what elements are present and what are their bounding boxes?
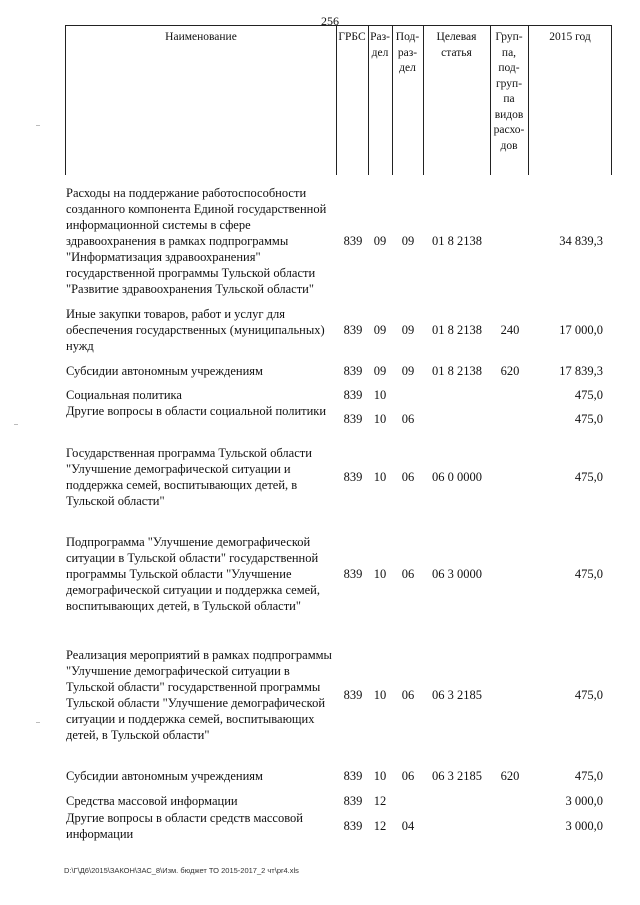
row-grbs: 839 (343, 364, 363, 378)
row-gruppa: 620 (500, 364, 520, 378)
row-name: Социальная политика (66, 388, 182, 402)
row-grbs: 839 (343, 234, 363, 248)
row-name: Субсидии автономным учреждениям (66, 769, 263, 783)
scan-mark (36, 722, 40, 723)
row-sum: 475,0 (574, 567, 603, 581)
header-podrazdel-line: дел (399, 62, 416, 74)
row-name: Средства массовой информации (66, 794, 238, 808)
row-name: Иные закупки товаров, работ и услуг для обеспечения государственных (муниципальных) нужд (66, 307, 325, 353)
row-grbs: 839 (343, 567, 363, 581)
row-grbs: 839 (343, 688, 363, 702)
row-razdel: 09 (373, 323, 387, 337)
row-podrazdel: 04 (401, 819, 415, 833)
row-razdel: 09 (373, 364, 387, 378)
row-grbs: 839 (343, 412, 363, 426)
file-path-footer: D:\Г\Д6\2015\ЗАКОН\ЗАС_8\Изм. бюджет ТО 2015-2017_2 чт\pr4.xls (64, 866, 299, 875)
row-grbs: 839 (343, 819, 363, 833)
header-razdel-line: дел (371, 46, 389, 59)
row-sum: 3 000,0 (565, 819, 603, 833)
row-sum: 17 000,0 (559, 323, 603, 337)
header-gruppa-line: под- (498, 62, 520, 74)
row-podrazdel: 06 (401, 567, 415, 581)
header-celevaya-line: статья (441, 46, 472, 59)
row-podrazdel: 09 (401, 323, 415, 337)
row-razdel: 09 (373, 234, 387, 248)
header-razdel-line: Раз- (370, 31, 390, 43)
row-podrazdel: 06 (401, 769, 415, 783)
row-sum: 475,0 (574, 769, 603, 783)
column-divider (336, 25, 337, 175)
row-razdel: 12 (373, 794, 387, 808)
row-name: Расходы на поддержание работоспособности созданного компонента Единой государственной информационной системы в сфере здравоохранения в рамках подпрограммы "Информатизация здравоохранения" государственной программы Тульской области "Развитие здравоохранения Тульской области" (66, 186, 327, 296)
row-celevaya: 01 8 2138 (432, 234, 482, 248)
row-grbs: 839 (343, 470, 363, 484)
row-razdel: 10 (373, 470, 387, 484)
column-divider (528, 25, 529, 175)
header-gruppa-line: па, (501, 46, 517, 59)
row-grbs: 839 (343, 388, 363, 402)
row-razdel: 10 (373, 769, 387, 783)
row-sum: 17 839,3 (559, 364, 603, 378)
header-grbs: ГРБС (338, 31, 366, 43)
header-year: 2015 год (549, 31, 591, 43)
row-podrazdel: 06 (401, 412, 415, 426)
row-grbs: 839 (343, 323, 363, 337)
row-sum: 34 839,3 (559, 234, 603, 248)
row-razdel: 10 (373, 388, 387, 402)
scan-mark (36, 125, 40, 126)
row-gruppa: 240 (500, 323, 520, 337)
row-celevaya: 06 0 0000 (432, 470, 482, 484)
scan-mark (14, 424, 18, 425)
row-celevaya: 06 3 2185 (432, 769, 482, 783)
header-podrazdel-line: раз- (397, 46, 418, 59)
row-celevaya: 06 3 0000 (432, 567, 482, 581)
row-podrazdel: 06 (401, 688, 415, 702)
page-number: 256 (321, 14, 339, 28)
header-podrazdel-line: Под- (395, 31, 420, 43)
row-name: Другие вопросы в области социальной политики (66, 404, 327, 418)
header-gruppa-line: груп- (495, 77, 523, 90)
row-podrazdel: 09 (401, 234, 415, 248)
header-name: Наименование (165, 31, 237, 43)
row-sum: 475,0 (574, 688, 603, 702)
row-podrazdel: 06 (401, 470, 415, 484)
row-celevaya: 01 8 2138 (432, 323, 482, 337)
header-gruppa-line: па (503, 93, 515, 105)
row-podrazdel: 09 (401, 364, 415, 378)
row-name: Государственная программа Тульской области "Улучшение демографической ситуации и поддержка семей, воспитывающих детей, в Тульской области" (66, 446, 312, 508)
row-razdel: 10 (373, 688, 387, 702)
row-name: Реализация мероприятий в рамках подпрограммы "Улучшение демографической ситуации в Тульской области" государственной программы Тульской области "Улучшение демографической ситуации и поддержка семей, воспитывающих детей, в Тульской области" (66, 648, 332, 742)
header-gruppa-line: видов (494, 108, 524, 121)
table-header-frame (65, 25, 612, 175)
row-celevaya: 01 8 2138 (432, 364, 482, 378)
row-sum: 3 000,0 (565, 794, 603, 808)
header-gruppa-line: Груп- (495, 31, 523, 43)
row-razdel: 10 (373, 412, 387, 426)
header-gruppa-line: дов (500, 139, 518, 152)
row-name: Другие вопросы в области средств массовой информации (66, 811, 303, 841)
row-sum: 475,0 (574, 470, 603, 484)
header-gruppa-line: расхо- (493, 124, 525, 136)
row-razdel: 12 (373, 819, 387, 833)
row-celevaya: 06 3 2185 (432, 688, 482, 702)
row-name: Подпрограмма "Улучшение демографической ситуации в Тульской области" государственной программы Тульской области "Улучшение демографической ситуации и поддержка семей, воспитывающих детей, в Тульской области" (66, 535, 320, 613)
row-gruppa: 620 (500, 769, 520, 783)
header-razdel (368, 30, 392, 61)
row-grbs: 839 (343, 769, 363, 783)
row-name: Субсидии автономным учреждениям (66, 364, 263, 378)
header-celevaya (423, 30, 490, 61)
row-grbs: 839 (343, 794, 363, 808)
row-razdel: 10 (373, 567, 387, 581)
header-gruppa (490, 30, 528, 154)
header-celevaya-line: Целевая (436, 31, 477, 43)
row-sum: 475,0 (574, 412, 603, 426)
header-podrazdel (392, 30, 423, 77)
row-sum: 475,0 (574, 388, 603, 402)
